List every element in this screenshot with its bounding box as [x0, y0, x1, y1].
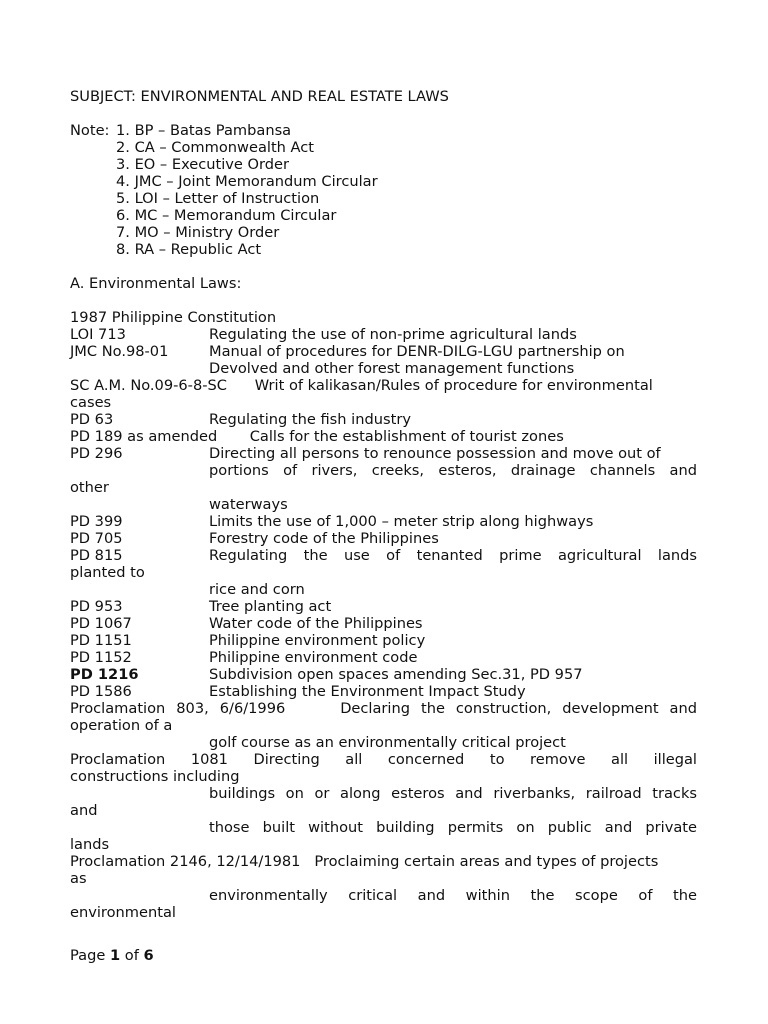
law-code: PD 399 — [70, 513, 123, 530]
law-wrap: and — [70, 802, 98, 819]
law-description: Forestry code of the Philippines — [209, 530, 439, 547]
note-item: 4. JMC – Joint Memorandum Circular — [116, 173, 378, 190]
page-total: 6 — [143, 947, 154, 964]
note-item: 6. MC – Memorandum Circular — [116, 207, 337, 224]
law-description: Regulating the fish industry — [209, 411, 411, 428]
law-description: portions of rivers, creeks, esteros, drainage channels and — [209, 462, 697, 479]
law-wrap: environmental — [70, 904, 176, 921]
note-item: 8. RA – Republic Act — [116, 241, 262, 258]
law-description: Regulating the use of tenanted prime agricultural lands — [209, 547, 697, 564]
law-line: PD 189 as amended Calls for the establishment of tourist zones — [70, 428, 564, 445]
law-wrap: other — [70, 479, 109, 496]
note-item: 2. CA – Commonwealth Act — [116, 139, 315, 156]
law-description: waterways — [209, 496, 288, 513]
law-code: PD 296 — [70, 445, 123, 462]
law-description: Subdivision open spaces amending Sec.31, PD 957 — [209, 666, 583, 683]
note-label: Note: — [70, 122, 110, 139]
law-wrap: operation of a — [70, 717, 173, 734]
law-description: rice and corn — [209, 581, 305, 598]
law-wrap: constructions including — [70, 768, 240, 785]
page-footer — [70, 947, 154, 964]
law-line: Proclamation 1081 Directing all concerned to remove all illegal — [70, 751, 697, 768]
note-item: 3. EO – Executive Order — [116, 156, 290, 173]
page-number: 1 — [109, 947, 121, 964]
note-item: 5. LOI – Letter of Instruction — [116, 190, 320, 207]
law-description: Regulating the use of non-prime agricultural lands — [209, 326, 577, 343]
law-code: PD 953 — [70, 598, 123, 615]
section-heading: A. Environmental Laws: — [70, 275, 242, 292]
law-code: JMC No.98-01 — [70, 343, 169, 360]
constitution-line: 1987 Philippine Constitution — [70, 309, 277, 326]
note-item: 1. BP – Batas Pambansa — [116, 122, 292, 139]
law-description: buildings on or along esteros and riverbanks, railroad tracks — [209, 785, 697, 802]
law-code: PD 1152 — [70, 649, 132, 666]
law-code: PD 815 — [70, 547, 123, 564]
law-line: SC A.M. No.09-6-8-SC Writ of kalikasan/Rules of procedure for environmental — [70, 377, 653, 394]
law-description: environmentally critical and within the scope of the — [209, 887, 697, 904]
law-description: Devolved and other forest management functions — [209, 360, 575, 377]
law-code: PD 1151 — [70, 632, 132, 649]
law-code: PD 1586 — [70, 683, 132, 700]
law-description: Limits the use of 1,000 – meter strip along highways — [209, 513, 594, 530]
law-description: Manual of procedures for DENR-DILG-LGU partnership on — [209, 343, 625, 360]
law-wrap: planted to — [70, 564, 145, 581]
law-description: Philippine environment code — [209, 649, 418, 666]
page-label: Page — [70, 947, 110, 964]
law-code: LOI 713 — [70, 326, 126, 343]
law-wrap: as — [70, 870, 87, 887]
law-wrap: cases — [70, 394, 112, 411]
law-description: Tree planting act — [209, 598, 332, 615]
law-description: those built without building permits on public and private — [209, 819, 697, 836]
page-of-label: of — [120, 947, 144, 964]
law-code-bold: PD 1216 — [70, 666, 139, 683]
law-description: Water code of the Philippines — [209, 615, 423, 632]
law-code: PD 1067 — [70, 615, 132, 632]
law-wrap: lands — [70, 836, 110, 853]
law-description: Directing all persons to renounce possession and move out of — [209, 445, 661, 462]
law-code: PD 63 — [70, 411, 114, 428]
law-code: PD 705 — [70, 530, 123, 547]
note-item: 7. MO – Ministry Order — [116, 224, 280, 241]
law-line: Proclamation 2146, 12/14/1981 Proclaiming certain areas and types of projects — [70, 853, 659, 870]
law-description: Establishing the Environment Impact Study — [209, 683, 526, 700]
subject-heading: SUBJECT: ENVIRONMENTAL AND REAL ESTATE LAWS — [70, 88, 449, 105]
law-description: Philippine environment policy — [209, 632, 426, 649]
law-line: Proclamation 803, 6/6/1996 Declaring the construction, development and — [70, 700, 697, 717]
law-description: golf course as an environmentally critical project — [209, 734, 566, 751]
